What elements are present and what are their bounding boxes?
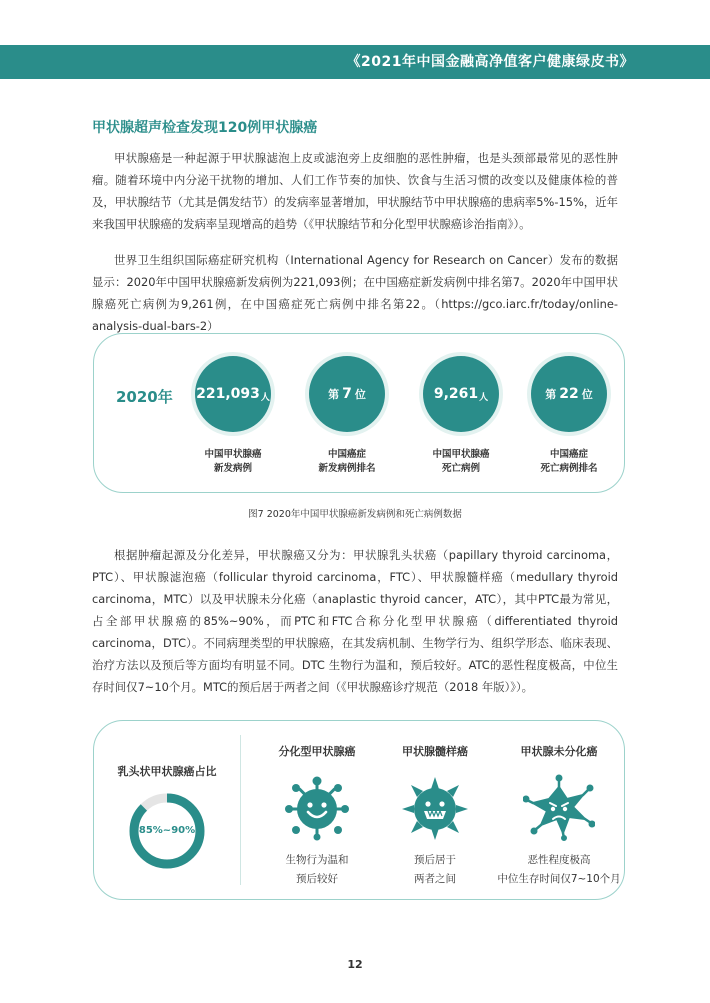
grinning-virus-icon bbox=[399, 773, 471, 841]
stat-label: 死亡病例 bbox=[441, 463, 480, 474]
type-anaplastic bbox=[494, 743, 624, 889]
stat-label: 中国甲状腺癌 bbox=[432, 449, 490, 460]
ratio-donut bbox=[127, 791, 207, 871]
thyroid-types-panel bbox=[93, 720, 625, 900]
year-label: 2020年 bbox=[116, 388, 173, 406]
type-desc: 两者之间 bbox=[414, 873, 456, 885]
type-desc: 中位生存时间仅7~10个月 bbox=[497, 873, 621, 885]
ratio-label: 85%~90% bbox=[138, 825, 196, 836]
stat-prefix: 第 bbox=[328, 388, 340, 401]
stat-label: 死亡病例排名 bbox=[540, 463, 598, 474]
type-differentiated bbox=[252, 743, 382, 889]
type-desc: 生物行为温和 bbox=[285, 854, 349, 866]
ratio-title: 乳头状甲状腺癌占比 bbox=[117, 765, 217, 778]
type-title: 分化型甲状腺癌 bbox=[278, 745, 356, 758]
type-title: 甲状腺髓样癌 bbox=[402, 745, 468, 758]
type-medullary bbox=[370, 743, 500, 889]
stat-label: 新发病例 bbox=[213, 463, 252, 474]
stat-deaths-rank bbox=[514, 356, 624, 476]
stat-label: 新发病例排名 bbox=[318, 463, 376, 474]
stat-circle bbox=[531, 356, 607, 432]
stat-value: 9,261 bbox=[433, 386, 479, 402]
type-title: 甲状腺未分化癌 bbox=[520, 745, 598, 758]
type-desc: 预后居于 bbox=[414, 854, 456, 866]
stat-circle bbox=[195, 356, 271, 432]
stat-suffix: 位 bbox=[354, 388, 366, 401]
stat-prefix: 第 bbox=[545, 388, 557, 401]
type-desc: 恶性程度极高 bbox=[527, 854, 591, 866]
stat-suffix: 位 bbox=[581, 388, 593, 401]
paragraph-classification: 根据肿瘤起源及分化差异，甲状腺癌又分为：甲状腺乳头状癌（papillary thyroid carcinoma，PTC）、甲状腺滤泡癌（follicular thyroid carcinoma，FTC）、甲状腺髓样癌（medullary thyroid carcinoma，MTC）以及甲状腺未分化癌（anaplastic thyroid cancer，ATC），其中PTC最为常见，占全部甲状腺癌的85%~90%，而PTC和FTC合称分化型甲状腺癌（differentiated thyroid carcinoma，DTC）。不同病理类型的甲状腺癌，在其发病机制、生物学行为、组织学形态、临床表现、治疗方法以及预后等方面均有明显不同。DTC 生物行为温和，预后较好。ATC的恶性程度极高，中位生存时间仅7~10个月。MTC的预后居于两者之间（《甲状腺癌诊疗规范（2018 年版）》）。 bbox=[92, 548, 618, 694]
stat-circle bbox=[309, 356, 385, 432]
stat-deaths bbox=[406, 356, 516, 476]
divider bbox=[240, 735, 241, 885]
angry-virus-icon bbox=[523, 773, 595, 841]
report-title: 《2021年中国金融高净值客户健康绿皮书》 bbox=[346, 54, 634, 70]
type-desc: 预后较好 bbox=[296, 873, 338, 885]
stat-unit: 人 bbox=[479, 392, 489, 403]
page-number: 12 bbox=[347, 958, 363, 971]
figure-caption: 图7 2020年中国甲状腺癌新发病例和死亡病例数据 bbox=[248, 509, 462, 520]
paragraph-iarc-data: 世界卫生组织国际癌症研究机构（International Agency for Research on Cancer）发布的数据显示：2020年中国甲状腺癌新发病例为221,093例；在中国癌症新发病例中排名第7。2020年中国甲状腺癌死亡病例为9,261例，在中国癌症死亡病例中排名第22。（https://gco.iarc.fr/today/online-analysis-dual-bars-2） bbox=[92, 253, 618, 333]
header-bar bbox=[0, 45, 710, 79]
stat-circle bbox=[423, 356, 499, 432]
stat-new-cases-rank bbox=[292, 356, 402, 476]
stat-new-cases bbox=[178, 356, 288, 476]
stat-value: 221,093 bbox=[196, 386, 260, 402]
statistics-panel bbox=[93, 333, 625, 493]
stat-value: 7 bbox=[342, 386, 352, 402]
stat-label: 中国癌症 bbox=[549, 449, 588, 460]
stat-value: 22 bbox=[559, 386, 579, 402]
stat-label: 中国癌症 bbox=[327, 449, 366, 460]
smiling-virus-icon bbox=[281, 773, 353, 841]
stat-label: 中国甲状腺癌 bbox=[204, 449, 262, 460]
paragraph-intro: 甲状腺癌是一种起源于甲状腺滤泡上皮或滤泡旁上皮细胞的恶性肿瘤，也是头颈部最常见的恶性肿瘤。随着环境中内分泌干扰物的增加、人们工作节奏的加快、饮食与生活习惯的改变以及健康体检的普及，甲状腺结节（尤其是偶发结节）的发病率显著增加，甲状腺结节中甲状腺癌的患病率5%-15%，近年来我国甲状腺癌的发病率呈现增高的趋势（《甲状腺结节和分化型甲状腺癌诊治指南》）。 bbox=[92, 151, 618, 231]
stat-unit: 人 bbox=[260, 392, 270, 403]
section-title: 甲状腺超声检查发现120例甲状腺癌 bbox=[92, 120, 318, 136]
